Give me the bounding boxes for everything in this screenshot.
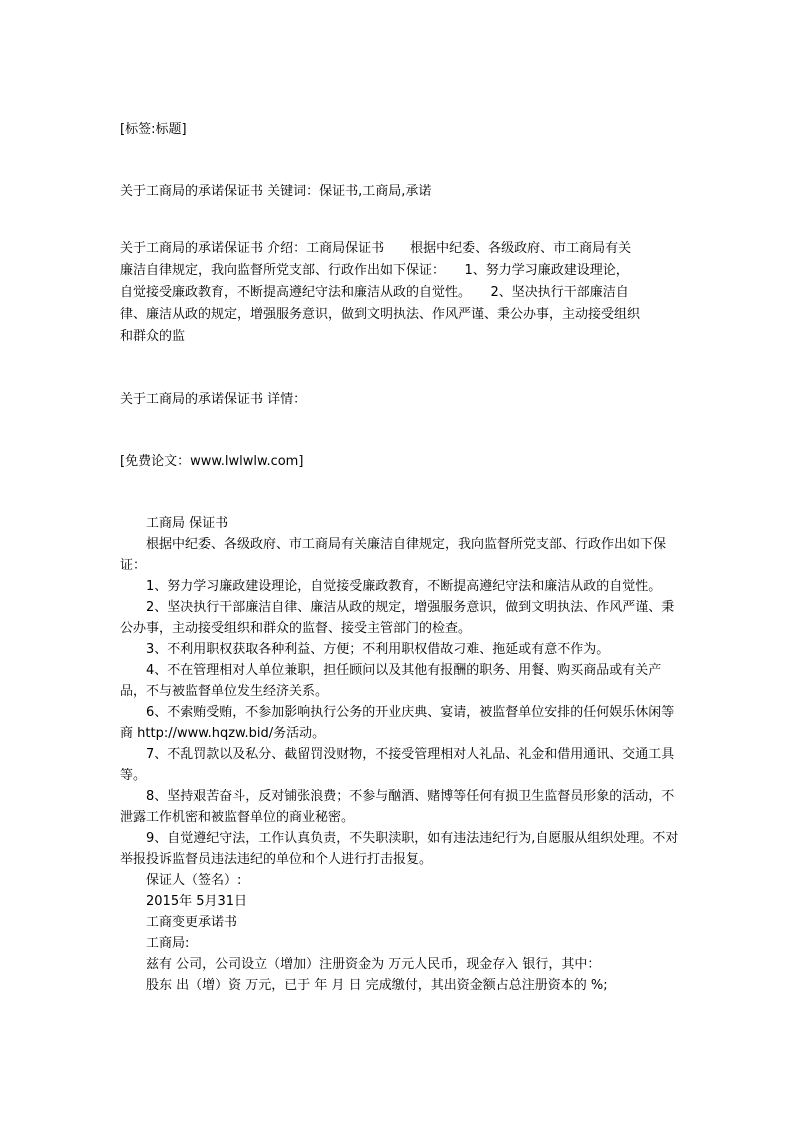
intro-line: 关于工商局的承诺保证书 介绍：工商局保证书 根据中纪委、各级政府、市工商局有关	[120, 241, 632, 256]
body-paragraph: 4、不在管理相对人单位兼职，担任顾问以及其他有报酬的职务、用餐、购买商品或有关产品，不与被监督单位发生经济关系。	[120, 663, 662, 699]
signature-label: 保证人（签名）:	[146, 873, 242, 888]
body-paragraph: 兹有 公司，公司设立（增加）注册资金为 万元人民币，现金存入 银行，其中：	[146, 957, 601, 972]
intro-line: 和群众的监	[120, 329, 186, 344]
body-paragraph: 8、坚持艰苦奋斗，反对铺张浪费；不参与酗酒、赌博等任何有损卫生监督员形象的活动，不泄露工作机密和被监督单位的商业秘密。	[120, 789, 675, 825]
body-text	[120, 513, 680, 996]
tag-label: [标签:标题]	[120, 122, 187, 137]
detail-line: 关于工商局的承诺保证书 详情：	[120, 392, 307, 407]
body-paragraph: 根据中纪委、各级政府、市工商局有关廉洁自律规定，我向监督所党支部、行政作出如下保证：	[120, 537, 667, 573]
body-paragraph: 股东 出（增）资 万元，已于 年 月 日 完成缴付，其出资金额占总注册资本的 %;	[146, 978, 608, 993]
source-link: [免费论文：www.lwlwlw.com]	[120, 454, 304, 469]
body-paragraph: 7、不乱罚款以及私分、截留罚没财物，不接受管理相对人礼品、礼金和借用通讯、交通工具等。	[120, 747, 675, 783]
body-heading: 工商局 保证书	[146, 516, 229, 531]
intro-paragraph	[120, 238, 680, 348]
body-paragraph: 3、不利用职权获取各种利益、方便；不利用职权借故刁难、拖延或有意不作为。	[146, 642, 610, 657]
body-paragraph: 6、不索贿受贿，不参加影响执行公务的开业庆典、宴请，被监督单位安排的任何娱乐休闲等商 http://www.hqzw.bid/务活动。	[120, 705, 675, 741]
intro-line: 自觉接受廉政教育，不断提高遵纪守法和廉洁从政的自觉性。 2、坚决执行干部廉洁自	[120, 285, 629, 300]
addressee: 工商局:	[146, 936, 190, 951]
intro-line: 廉洁自律规定，我向监督所党支部、行政作出如下保证： 1、努力学习廉政建设理论，	[120, 263, 629, 278]
body-paragraph: 2、坚决执行干部廉洁自律、廉洁从政的规定，增强服务意识，做到文明执法、作风严谨、秉公办事，主动接受组织和群众的监督、接受主管部门的检查。	[120, 600, 675, 636]
body-paragraph: 9、自觉遵纪守法，工作认真负责，不失职渎职，如有违法违纪行为,自愿服从组织处理。不对举报投诉监督员违法违纪的单位和个人进行打击报复。	[120, 831, 679, 867]
body-paragraph: 1、努力学习廉政建设理论，自觉接受廉政教育，不断提高遵纪守法和廉洁从政的自觉性。	[146, 579, 662, 594]
intro-line: 律、廉洁从政的规定，增强服务意识，做到文明执法、作风严谨、秉公办事，主动接受组织	[120, 307, 641, 322]
signature-date: 2015年 5月31日	[146, 894, 248, 909]
section-heading: 工商变更承诺书	[146, 915, 238, 930]
keyword-line: 关于工商局的承诺保证书 关键词：保证书,工商局,承诺	[120, 184, 432, 199]
